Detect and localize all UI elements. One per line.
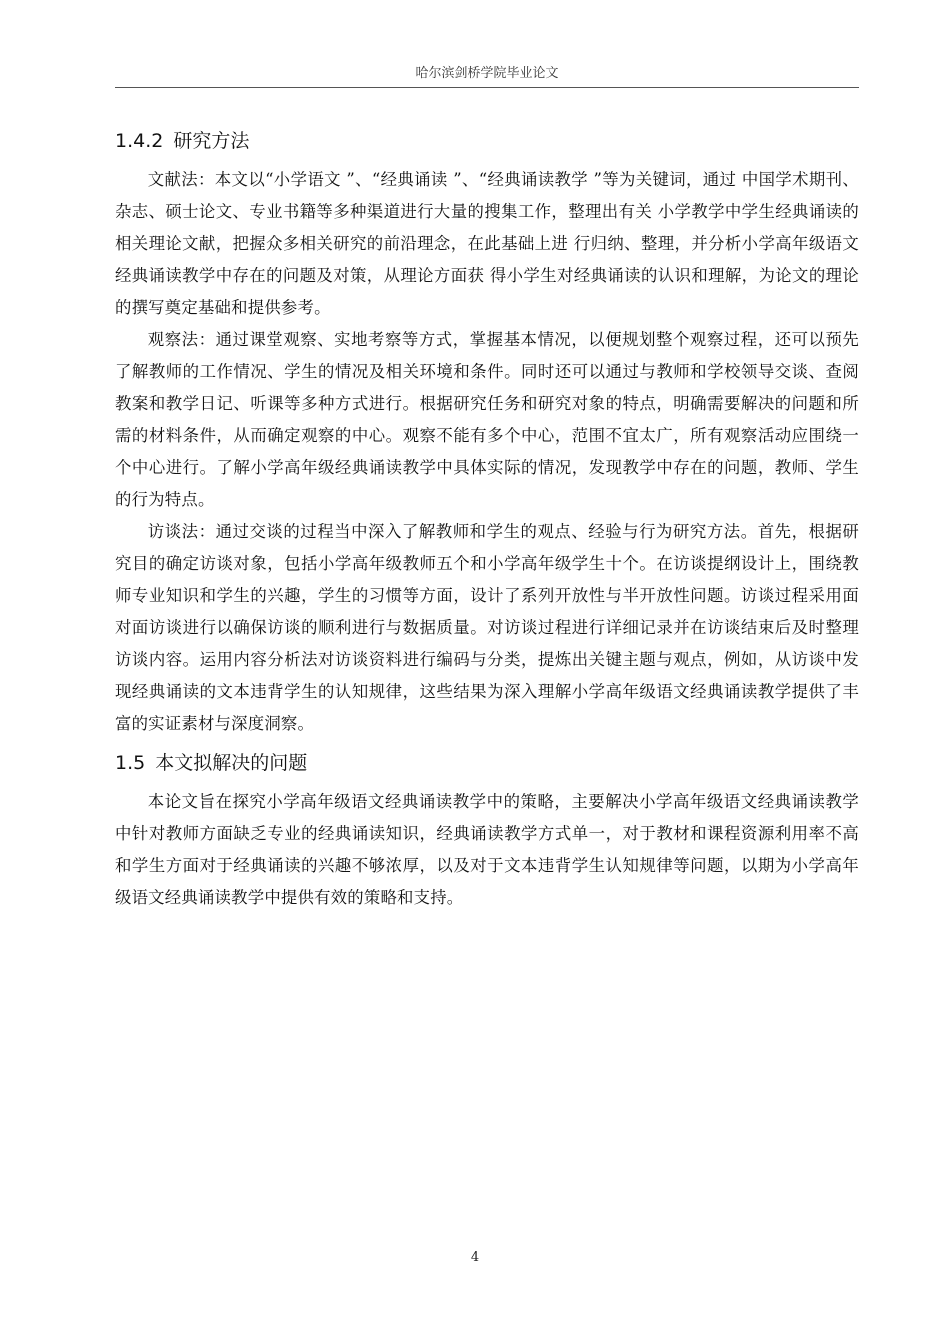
section-research-methods [115, 124, 859, 740]
page-number: 4 [470, 1250, 480, 1265]
section-title: 本文拟解决的问题 [155, 752, 308, 774]
header-title: 哈尔滨剑桥学院毕业论文 [415, 66, 559, 81]
paragraph-interview-method: 访谈法：通过交谈的过程当中深入了解教师和学生的观点、经验与行为研究方法。首先，根据研究目的确定访谈对象，包括小学高年级教师五个和小学高年级学生十个。在访谈提纲设计上，围绕教师专业知识和学生的兴趣，学生的习惯等方面，设计了系列开放性与半开放性问题。访谈过程采用面对面访谈进行以确保访谈的顺利进行与数据质量。对访谈过程进行详细记录并在访谈结束后及时整理访谈内容。运用内容分析法对访谈资料进行编码与分类，提炼出关键主题与观点，例如，从访谈中发现经典诵读的文本违背学生的认知规律，这些结果为深入理解小学高年级语文经典诵读教学提供了丰富的实证素材与深度洞察。 [115, 522, 859, 733]
paragraph-literature-method: 文献法：本文以“小学语文 ”、“经典诵读 ”、“经典诵读教学 ”等为关键词，通过 中国学术期刊、杂志、硕士论文、专业书籍等多种渠道进行大量的搜集工作，整理出有关 小学教学中学生经典诵读的相关理论文献，把握众多相关研究的前沿理念，在此基础上进 行归纳、整理，并分析小学高年级语文经典诵读教学中存在的问题及对策，从理论方面获 得小学生对经典诵读的认识和理解，为论文的理论的撰写奠定基础和提供参考。 [115, 170, 859, 317]
section-number: 1.5 [115, 752, 146, 774]
section-problems-to-solve [115, 746, 859, 914]
page-header [115, 60, 859, 88]
paragraph-problem-statement: 本论文旨在探究小学高年级语文经典诵读教学中的策略，主要解决小学高年级语文经典诵读教学中针对教师方面缺乏专业的经典诵读知识，经典诵读教学方式单一，对于教材和课程资源利用率不高和学生方面对于经典诵读的兴趣不够浓厚，以及对于文本违背学生认知规律等问题，以期为小学高年级语文经典诵读教学中提供有效的策略和支持。 [115, 792, 859, 907]
section-title: 研究方法 [173, 130, 250, 152]
section-heading [115, 124, 859, 158]
section-heading [115, 746, 859, 780]
document-body [115, 124, 859, 914]
section-number: 1.4.2 [115, 130, 164, 152]
paragraph-observation-method: 观察法：通过课堂观察、实地考察等方式，掌握基本情况，以便规划整个观察过程，还可以预先了解教师的工作情况、学生的情况及相关环境和条件。同时还可以通过与教师和学校领导交谈、查阅教案和教学日记、听课等多种方式进行。根据研究任务和研究对象的特点，明确需要解决的问题和所需的材料条件，从而确定观察的中心。观察不能有多个中心，范围不宜太广，所有观察活动应围绕一个中心进行。了解小学高年级经典诵读教学中具体实际的情况，发现教学中存在的问题，教师、学生的行为特点。 [115, 330, 859, 509]
